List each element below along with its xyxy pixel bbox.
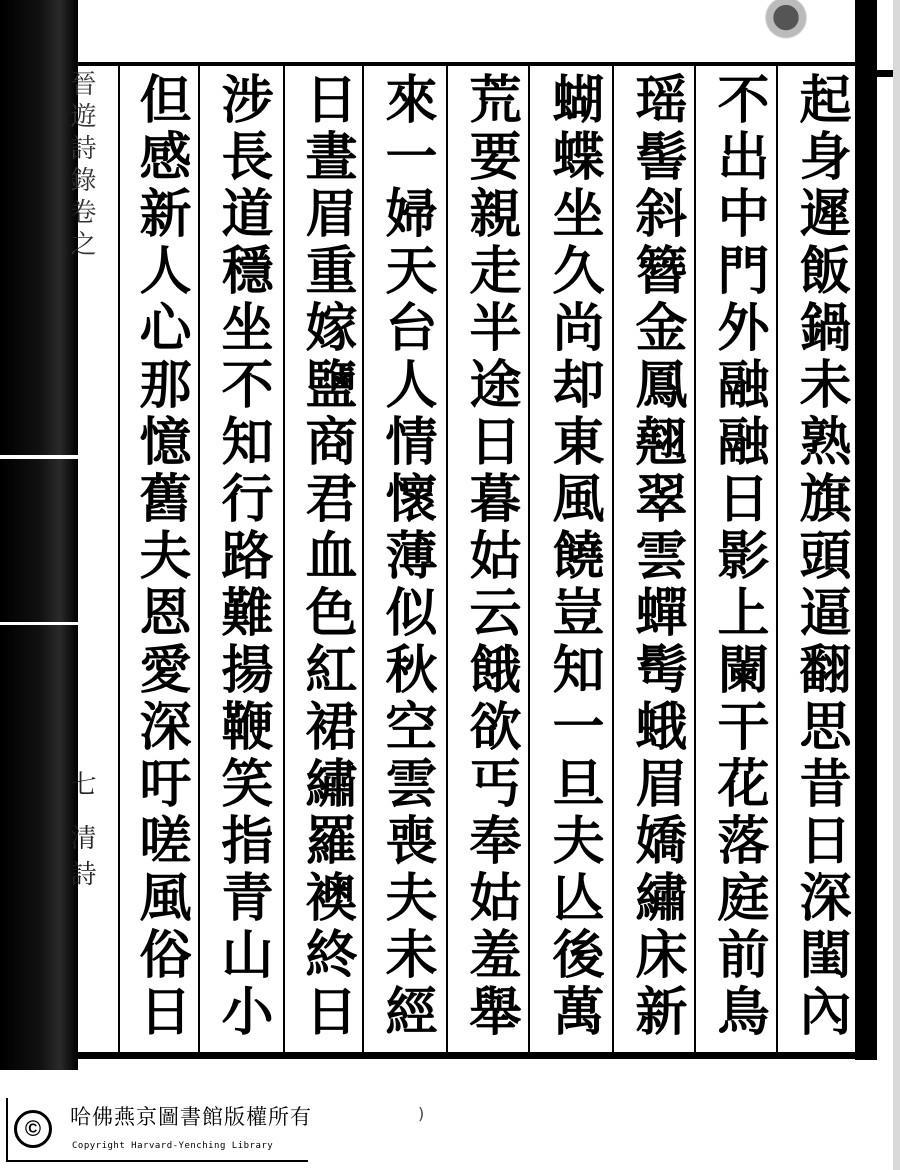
binding-gap bbox=[0, 622, 78, 625]
column-rule bbox=[198, 66, 200, 1052]
column-rule bbox=[446, 66, 448, 1052]
spine-bottom: 七 清詩 bbox=[66, 770, 96, 897]
column-rule bbox=[694, 66, 696, 1052]
column-rule bbox=[612, 66, 614, 1052]
text-column-7: 日晝眉重嫁鹽商君血色紅裙繡羅襖終日 bbox=[296, 72, 356, 1041]
ink-smudge bbox=[762, 0, 810, 44]
column-rule bbox=[776, 66, 778, 1052]
stray-mark: ) bbox=[418, 1104, 425, 1123]
copyright-icon: © bbox=[14, 1110, 52, 1148]
column-rule bbox=[283, 66, 285, 1052]
text-column-1: 起身遲飯鍋未熟旗頭逼翻思昔日深閨內 bbox=[790, 72, 850, 1041]
bottom-border bbox=[78, 1052, 877, 1059]
text-column-3: 瑶髻斜簪金鳳翹翠雲蟬髩蛾眉嬌繡床新 bbox=[626, 72, 686, 1041]
column-rule bbox=[362, 66, 364, 1052]
text-column-4: 蝴蝶坐久尚却東風饒豈知一旦夫亾後萬 bbox=[543, 72, 603, 1041]
text-column-8: 涉長道穩坐不知行路難揚鞭笑指青山小 bbox=[212, 72, 272, 1041]
top-border bbox=[78, 62, 855, 66]
text-column-6: 來一婦天台人情懷薄似秋空雲喪夫未經 bbox=[376, 72, 436, 1041]
text-column-2: 不出中門外融融日影上闌干花落庭前鳥 bbox=[708, 72, 768, 1041]
text-column-5: 荒要親走半途日暮姑云餓欲丐奉姑羞舉 bbox=[460, 72, 520, 1041]
column-rule bbox=[528, 66, 530, 1052]
binding-gap bbox=[0, 455, 78, 459]
copyright-english: Copyright Harvard-Yenching Library bbox=[72, 1141, 274, 1151]
page-edge bbox=[893, 0, 900, 1170]
text-column-9: 但感新人心那憶舊夫恩愛深吁嗟風俗日 bbox=[130, 72, 190, 1041]
spine-title: 晉遊詩錄卷之 bbox=[66, 70, 96, 262]
column-rule bbox=[118, 66, 120, 1052]
right-border bbox=[855, 0, 877, 1060]
copyright-chinese: 哈佛燕京圖書館版權所有 bbox=[70, 1105, 312, 1129]
